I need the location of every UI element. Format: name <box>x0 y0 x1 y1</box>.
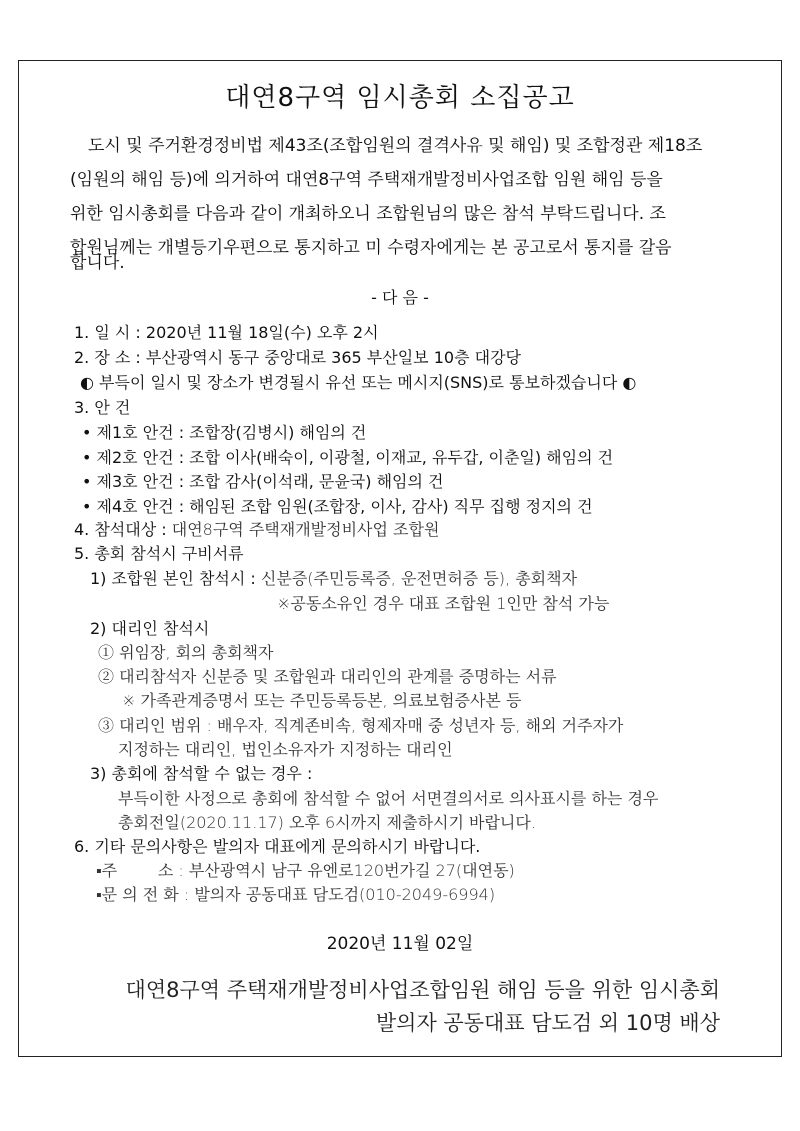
agenda-item: • 제1호 안건 : 조합장(김병시) 해임의 건 <box>82 423 367 442</box>
proxy-line: ① 위임장, 회의 총회책자 <box>98 643 274 662</box>
proxy-line: 지정하는 대리인, 법인소유자가 지정하는 대리인 <box>118 740 453 759</box>
proxy-line: ③ 대리인 범위 : 배우자, 직계존비속, 형제자매 중 성년자 등, 해외 거주자가 <box>98 716 624 735</box>
issuer-line-2: 발의자 공동대표 담도검 외 10명 배상 <box>375 1011 720 1035</box>
intro-line: (임원의 해임 등)에 의거하여 대연8구역 주택재개발정비사업조합 임원 해임 등을 <box>70 170 663 190</box>
self-value: 신분증(주민등록증, 운전면허증 등), 총회책자 <box>260 569 578 588</box>
item-datetime: 1. 일 시 : 2020년 11월 18일(수) 오후 2시 <box>74 323 379 342</box>
self-label: 1) 조합원 본인 참석시 : <box>90 569 256 588</box>
agenda-item: • 제3호 안건 : 조합 감사(이석래, 문윤국) 해임의 건 <box>82 472 444 491</box>
self-attendance <box>90 569 577 589</box>
issuer-line-1: 대연8구역 주택재개발정비사업조합임원 해임 등을 위한 임시총회 <box>125 978 720 1002</box>
proxy-heading: 2) 대리인 참석시 <box>90 619 210 638</box>
contact-address: ▪주 소 : 부산광역시 남구 유엔로120번가길 27(대연동) <box>96 861 515 880</box>
intro-line: 위한 임시총회를 다음과 같이 개최하오니 조합원님의 많은 참석 부탁드립니다. 조 <box>70 204 666 224</box>
absent-line: 부득이한 사정으로 총회에 참석할 수 없어 서면결의서로 의사표시를 하는 경우 <box>118 789 659 808</box>
attendees-label: 4. 참석대상 : <box>74 520 167 539</box>
agenda-item: • 제2호 안건 : 조합 이사(배숙이, 이광철, 이재교, 유두갑, 이춘일) 해임의 건 <box>82 448 614 467</box>
agenda-heading: 3. 안 건 <box>74 398 131 417</box>
attendees-value: 대연8구역 주택재개발정비사업 조합원 <box>171 520 440 539</box>
change-notice: ◐ 부득이 일시 및 장소가 변경될시 유선 또는 메시지(SNS)로 통보하겠습니다 ◐ <box>80 373 637 392</box>
agenda-item: • 제4호 안건 : 해임된 조합 임원(조합장, 이사, 감사) 직무 집행 정지의 건 <box>82 497 593 516</box>
docs-heading: 5. 총회 참석시 구비서류 <box>74 544 244 563</box>
intro-line: 도시 및 주거환경정비법 제43조(조합임원의 결격사유 및 해임) 및 조합정관 제18조 <box>88 136 703 156</box>
intro-line: 합원님께는 개별등기우편으로 통지하고 미 수령자에게는 본 공고로서 통지를 갈음 <box>70 238 672 258</box>
attendees <box>74 520 439 540</box>
divider-text: - 다 음 - <box>371 288 429 307</box>
page-title: 대연8구역 임시총회 소집공고 <box>225 83 575 113</box>
absent-heading: 3) 총회에 참석할 수 없는 경우 : <box>90 764 313 783</box>
self-note: ※공동소유인 경우 대표 조합원 1인만 참석 가능 <box>277 594 610 613</box>
contact-heading: 6. 기타 문의사항은 발의자 대표에게 문의하시기 바랍니다. <box>74 837 481 856</box>
issue-date: 2020년 11월 02일 <box>326 934 474 954</box>
item-place: 2. 장 소 : 부산광역시 동구 중앙대로 365 부산일보 10층 대강당 <box>74 348 521 367</box>
contact-phone: ▪문 의 전 화 : 발의자 공동대표 담도검(010-2049-6994) <box>96 885 496 904</box>
intro-line: 합니다. <box>70 253 125 273</box>
proxy-line: ※ 가족관계증명서 또는 주민등록등본, 의료보험증사본 등 <box>122 691 522 710</box>
absent-line: 총회전일(2020.11.17) 오후 6시까지 제출하시기 바랍니다. <box>118 813 536 832</box>
proxy-line: ② 대리참석자 신분증 및 조합원과 대리인의 관계를 증명하는 서류 <box>98 667 557 686</box>
